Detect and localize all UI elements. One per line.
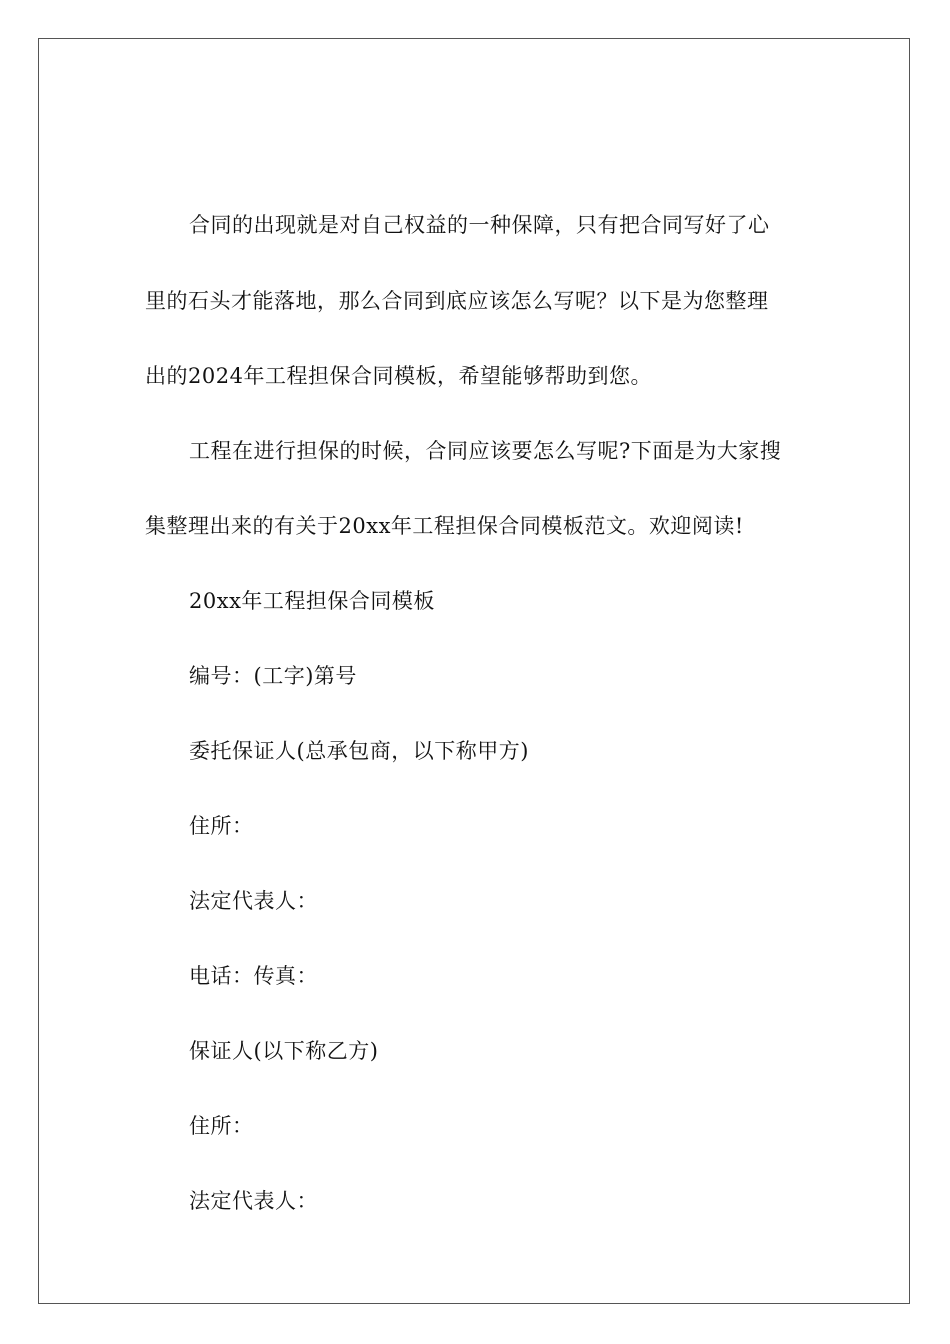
second-paragraph-line-2: 集整理出来的有关于20xx年工程担保合同模板范文。欢迎阅读!	[145, 514, 744, 538]
contract-title: 20xx年工程担保合同模板	[189, 589, 435, 613]
intro-paragraph-line-1: 合同的出现就是对自己权益的一种保障，只有把合同写好了心	[189, 213, 770, 237]
intro-paragraph-line-3: 出的2024年工程担保合同模板，希望能够帮助到您。	[145, 364, 652, 388]
party-b-legal-rep: 法定代表人：	[189, 1189, 318, 1213]
party-b-heading: 保证人(以下称乙方)	[189, 1039, 379, 1063]
second-paragraph-line-1: 工程在进行担保的时候，合同应该要怎么写呢?下面是为大家搜	[189, 439, 782, 463]
intro-paragraph-line-2: 里的石头才能落地，那么合同到底应该怎么写呢？以下是为您整理	[145, 289, 769, 313]
party-a-address: 住所：	[189, 814, 254, 838]
party-a-heading: 委托保证人(总承包商，以下称甲方)	[189, 739, 529, 763]
party-a-legal-rep: 法定代表人：	[189, 889, 318, 913]
party-a-phone-fax: 电话：传真：	[189, 964, 318, 988]
contract-number: 编号：(工字)第号	[189, 664, 357, 688]
party-b-address: 住所：	[189, 1114, 254, 1138]
